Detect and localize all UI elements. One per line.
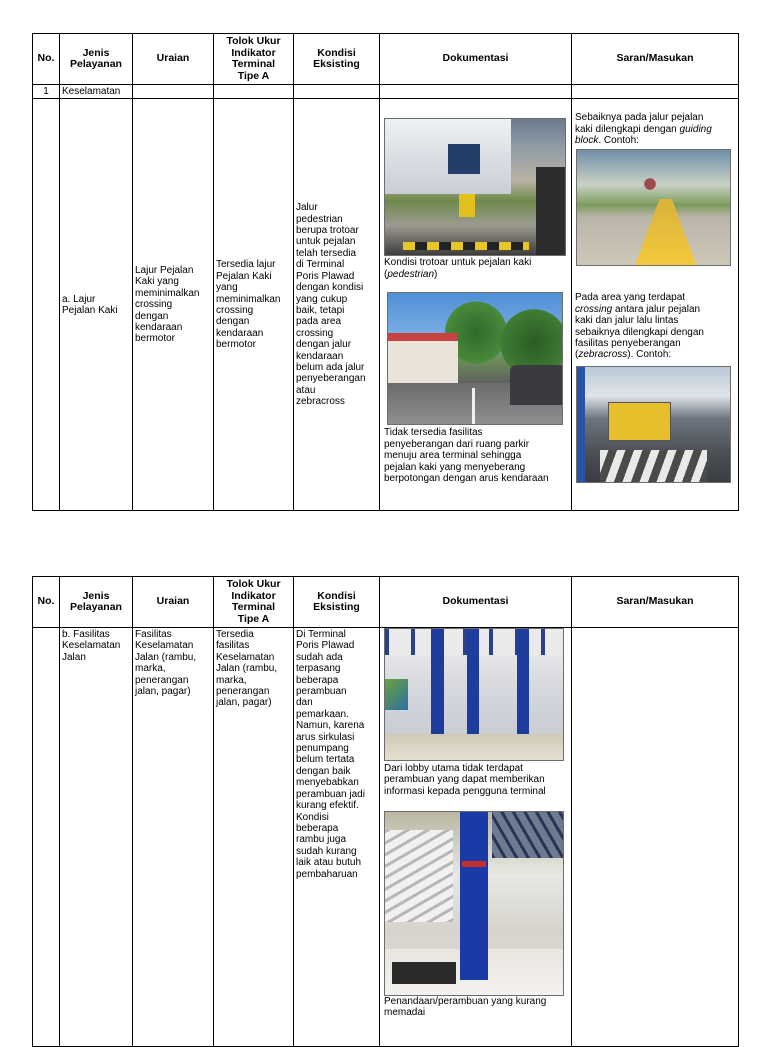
category-number: 1 bbox=[33, 85, 60, 99]
caption-tidak-tersedia-penyeberangan: Tidak tersedia fasilitas penyeberangan dari ruang parkir menuju area terminal sehingga pejalan kaki yang menyeberang berpotongan dengan arus kendaraan bbox=[384, 427, 549, 485]
empty-cell bbox=[294, 85, 380, 99]
photo-penandaan-kurang-memadai bbox=[384, 811, 564, 996]
kondisi-fasilitas-keselamatan: Di Terminal Poris Plawad sudah ada terpasang beberapa perambuan dan pemarkaan. Namun, karena arus sirkulasi penumpang belum tertata dengan baik menyebabkan perambuan jadi kurang efektif. Kondisi beberapa rambu juga sudah kurang laik atau butuh pembaharuan bbox=[294, 628, 380, 1047]
saran-zebracross: Pada area yang terdapat crossing antara jalur pejalan kaki dan jalur lalu lintas sebaiknya dilengkapi dengan fasilitas penyeberangan (zebracross). Contoh: bbox=[575, 292, 704, 361]
jenis-lajur-pejalan-kaki: a. Lajur Pejalan Kaki bbox=[60, 99, 133, 511]
uraian-lajur-pejalan-kaki: Lajur Pejalan Kaki yang meminimalkan crossing dengan kendaraan bermotor bbox=[133, 99, 214, 511]
header-saran-masukan: Saran/Masukan bbox=[572, 577, 739, 628]
photo-trotoar-pedestrian bbox=[384, 118, 566, 256]
jenis-fasilitas-keselamatan: b. Fasilitas Keselamatan Jalan bbox=[60, 628, 133, 1047]
header-uraian: Uraian bbox=[133, 34, 214, 85]
saran-guiding-block: Sebaiknya pada jalur pejalan kaki dilengkapi dengan guiding block. Contoh: bbox=[575, 112, 712, 147]
header-dokumentasi: Dokumentasi bbox=[380, 34, 572, 85]
row-number-empty bbox=[33, 99, 60, 511]
header-no: No. bbox=[33, 577, 60, 628]
kondisi-lajur-pejalan-kaki: Jalur pedestrian berupa trotoar untuk pejalan telah tersedia di Terminal Poris Plawad dengan kondisi yang cukup baik, tetapi pada area crossing dengan jalur kendaraan belum ada jalur penyeberangan atau zebracross bbox=[294, 99, 380, 511]
photo-contoh-zebracross bbox=[576, 366, 731, 483]
header-kondisi-eksisting: Kondisi Eksisting bbox=[294, 34, 380, 85]
header-saran-masukan: Saran/Masukan bbox=[572, 34, 739, 85]
tolok-ukur-lajur-pejalan-kaki: Tersedia lajur Pejalan Kaki yang meminimalkan crossing dengan kendaraan bermotor bbox=[214, 99, 294, 511]
empty-cell bbox=[214, 85, 294, 99]
empty-cell bbox=[572, 85, 739, 99]
table-row-fasilitas-keselamatan-jalan bbox=[33, 628, 739, 1047]
tolok-ukur-fasilitas-keselamatan: Tersedia fasilitas Keselamatan Jalan (rambu, marka, penerangan jalan, pagar) bbox=[214, 628, 294, 1047]
photo-parkir-tanpa-penyeberangan bbox=[387, 292, 563, 425]
caption-trotoar: Kondisi trotoar untuk pejalan kaki (pedestrian) bbox=[384, 257, 532, 280]
header-tolok-ukur: Tolok Ukur Indikator Terminal Tipe A bbox=[214, 34, 294, 85]
empty-cell bbox=[133, 85, 214, 99]
table-row-lajur-pejalan-kaki bbox=[33, 99, 739, 511]
row-number-empty bbox=[33, 628, 60, 1047]
caption-penandaan: Penandaan/perambuan yang kurang memadai bbox=[384, 996, 547, 1019]
table-keselamatan-1 bbox=[32, 33, 739, 511]
header-tolok-ukur: Tolok Ukur Indikator Terminal Tipe A bbox=[214, 577, 294, 628]
saran-fasilitas-keselamatan-empty bbox=[572, 628, 739, 1047]
header-dokumentasi: Dokumentasi bbox=[380, 577, 572, 628]
table-header-row bbox=[33, 577, 739, 628]
table-keselamatan-2 bbox=[32, 576, 739, 1047]
header-kondisi-eksisting: Kondisi Eksisting bbox=[294, 577, 380, 628]
header-no: No. bbox=[33, 34, 60, 85]
category-row bbox=[33, 85, 739, 99]
uraian-fasilitas-keselamatan: Fasilitas Keselamatan Jalan (rambu, marka, penerangan jalan, pagar) bbox=[133, 628, 214, 1047]
header-jenis-pelayanan: Jenis Pelayanan bbox=[60, 577, 133, 628]
header-jenis-pelayanan: Jenis Pelayanan bbox=[60, 34, 133, 85]
dokumentasi-lajur-pejalan-kaki bbox=[380, 99, 572, 511]
header-uraian: Uraian bbox=[133, 577, 214, 628]
dokumentasi-fasilitas-keselamatan bbox=[380, 628, 572, 1047]
caption-lobby-utama: Dari lobby utama tidak terdapat perambuan yang dapat memberikan informasi kepada pengguna terminal bbox=[384, 763, 546, 797]
empty-cell bbox=[380, 85, 572, 99]
table-header-row bbox=[33, 34, 739, 85]
category-label: Keselamatan bbox=[60, 85, 133, 99]
saran-lajur-pejalan-kaki bbox=[572, 99, 739, 511]
photo-lobby-utama bbox=[384, 628, 564, 761]
photo-contoh-guiding-block bbox=[576, 149, 731, 266]
